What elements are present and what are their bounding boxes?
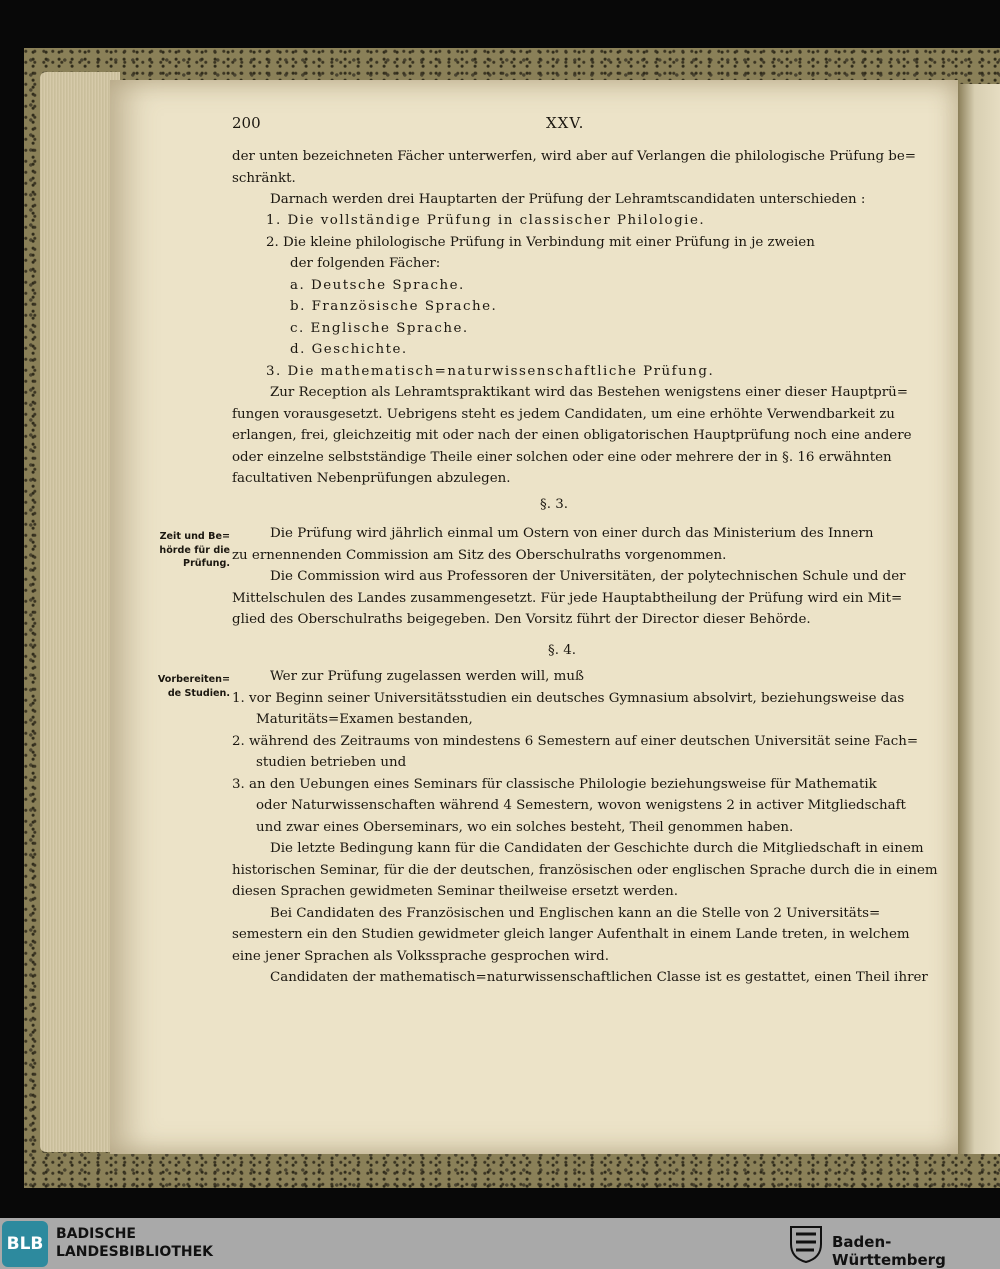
text-line: zu ernennenden Commission am Sitz des Oberschulraths vorgenommen. — [232, 547, 727, 563]
page-number: 200 — [232, 114, 261, 132]
list-item: 2. Die kleine philologische Prüfung in Verbindung mit einer Prüfung in je zweien — [266, 234, 815, 250]
text-line: und zwar eines Oberseminars, wo ein solches besteht, Theil genommen haben. — [256, 819, 794, 835]
state-name[interactable]: Baden-Württemberg — [832, 1233, 946, 1269]
facing-page-edge — [958, 84, 1000, 1154]
text-line: Mittelschulen des Landes zusammengesetzt. Für jede Hauptabtheilung der Prüfung wird ein Mit= — [232, 590, 903, 606]
section-3-heading: §. 3. — [540, 497, 568, 512]
list-item: der folgenden Fächer: — [290, 256, 441, 271]
list-item: 1. vor Beginn seiner Universitätsstudien ein deutsches Gymnasium absolvirt, beziehungsweise das — [232, 690, 905, 706]
intro-block — [232, 146, 917, 211]
text-line: Darnach werden drei Hauptarten der Prüfung der Lehramtscandidaten unterschieden : — [270, 192, 866, 207]
text-line: Zur Reception als Lehramtspraktikant wird das Bestehen wenigstens einer dieser Hauptprü= — [270, 385, 908, 400]
section-4-body — [232, 666, 938, 989]
text-line: facultativen Nebenprüfungen abzulegen. — [232, 471, 511, 486]
footer-bar — [0, 1218, 1000, 1269]
baden-wuerttemberg-crest-icon — [788, 1224, 824, 1264]
text-line: Die Prüfung wird jährlich einmal um Ostern von einer durch das Ministerium des Innern — [270, 526, 874, 541]
margin-note-line: de Studien. — [167, 687, 230, 699]
list-item: 1. Die vollständige Prüfung in classischer Philologie. — [266, 213, 706, 228]
blb-logo[interactable]: BLB — [2, 1221, 48, 1267]
text-line: der unten bezeichneten Fächer unterwerfen, wird aber auf Verlangen die philologische Prüfung be= — [232, 149, 917, 164]
margin-note-line: Vorbereiten= — [157, 674, 230, 685]
text-line: oder einzelne selbstständige Theile einer solchen oder eine oder mehrere der in §. 16 erwähnten — [232, 449, 892, 465]
library-name-line: BADISCHE — [56, 1226, 136, 1242]
text-line: historischen Seminar, für die der deutschen, französischen oder englischen Sprache durch die in einem — [232, 862, 938, 878]
margin-note-section-3 — [140, 530, 230, 571]
section-header: XXV. — [546, 114, 585, 132]
list-item: d. Geschichte. — [290, 342, 408, 357]
page-edges — [40, 72, 120, 1152]
margin-note-line: Prüfung. — [183, 558, 230, 569]
text-line: glied des Oberschulraths beigegeben. Den Vorsitz führt der Director dieser Behörde. — [232, 612, 811, 627]
text-line: erlangen, frei, gleichzeitig mit oder nach der einen obligatorischen Hauptprüfung noch eine andere — [232, 428, 912, 443]
text-line: schränkt. — [232, 170, 296, 186]
library-name-line: LANDESBIBLIOTHEK — [56, 1244, 214, 1260]
section-4-heading: §. 4. — [548, 643, 576, 658]
list-item: 3. Die mathematisch=naturwissenschaftliche Prüfung. — [266, 363, 715, 379]
text-line: Maturitäts=Examen bestanden, — [256, 712, 473, 727]
section-3-body — [232, 523, 906, 631]
margin-note-section-4 — [140, 673, 230, 700]
library-name[interactable] — [56, 1225, 213, 1261]
text-line: eine jener Sprachen als Volkssprache gesprochen wird. — [232, 948, 609, 964]
list-item: 3. an den Uebungen eines Seminars für classische Philologie beziehungsweise für Mathematik — [232, 776, 877, 792]
exam-types-list — [232, 210, 894, 382]
text-line: Bei Candidaten des Französischen und Englischen kann an die Stelle von 2 Universitäts= — [270, 905, 881, 921]
margin-note-line: hörde für die — [159, 544, 230, 556]
text-line: fungen vorausgesetzt. Uebrigens steht es jedem Candidaten, um eine erhöhte Verwendbarkeit zu — [232, 406, 895, 422]
list-item: c. Englische Sprache. — [290, 320, 469, 336]
text-line: Candidaten der mathematisch=naturwissenschaftlichen Classe ist es gestattet, einen Theil ihrer — [270, 970, 928, 985]
text-line: semestern ein den Studien gewidmeter gleich langer Aufenthalt in einem Lande treten, in welchem — [232, 927, 910, 942]
list-item: b. Französische Sprache. — [290, 299, 498, 314]
text-line: diesen Sprachen gewidmeten Seminar theilweise ersetzt werden. — [232, 884, 679, 899]
text-line: oder Naturwissenschaften während 4 Semestern, wovon wenigstens 2 in activer Mitgliedschaft — [256, 798, 906, 813]
reception-paragraph — [232, 382, 912, 490]
list-item: 2. während des Zeitraums von mindestens 6 Semestern auf einer deutschen Universität seine Fach= — [232, 733, 919, 749]
list-item: a. Deutsche Sprache. — [290, 277, 465, 293]
text-line: Wer zur Prüfung zugelassen werden will, muß — [270, 669, 584, 684]
text-line: Die Commission wird aus Professoren der Universitäten, der polytechnischen Schule und der — [270, 569, 906, 584]
text-line: studien betrieben und — [256, 755, 407, 770]
text-line: Die letzte Bedingung kann für die Candidaten der Geschichte durch die Mitgliedschaft in einem — [270, 841, 924, 856]
margin-note-line: Zeit und Be= — [159, 531, 230, 542]
